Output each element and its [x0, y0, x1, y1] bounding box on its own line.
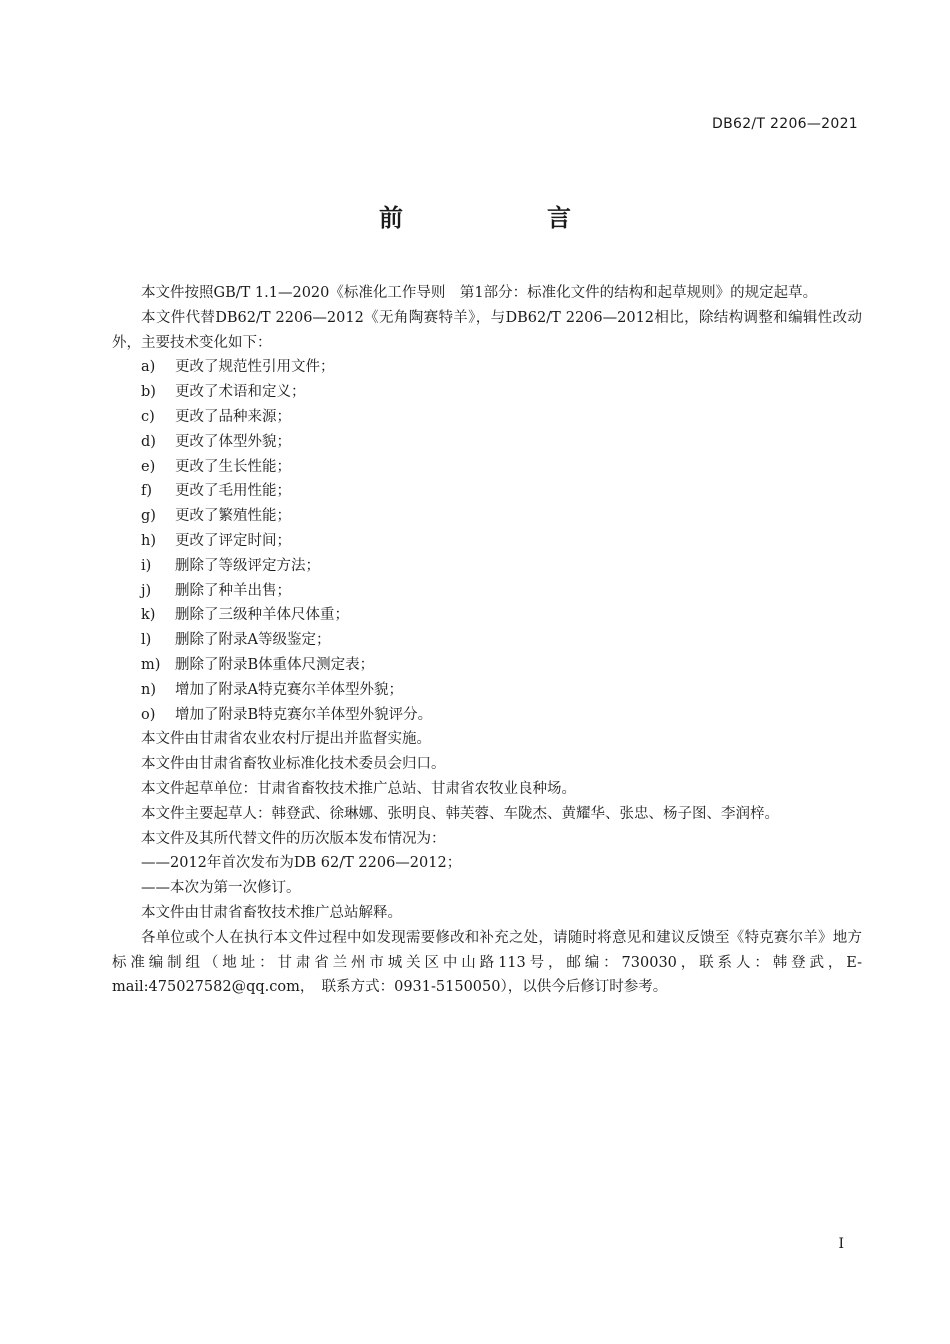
- list-marker: f): [141, 483, 153, 500]
- list-item-text: 增加了附录A特克赛尔羊体型外貌；: [175, 681, 403, 698]
- list-item: [112, 579, 862, 604]
- list-item-text: 删除了三级种羊体尺体重；: [175, 607, 349, 624]
- list-item-text: 更改了评定时间；: [175, 532, 291, 549]
- list-marker: h): [141, 532, 156, 549]
- list-item-text: 更改了规范性引用文件；: [175, 359, 335, 376]
- list-item: [112, 703, 862, 728]
- list-marker: a): [141, 359, 156, 376]
- list-item-text: 删除了种羊出售；: [175, 582, 291, 599]
- list-item-text: 更改了生长性能；: [175, 458, 291, 475]
- list-marker: m): [141, 656, 161, 673]
- list-marker: k): [141, 607, 156, 624]
- list-item-text: 更改了毛用性能；: [175, 483, 291, 500]
- paragraph-committee: 本文件由甘肃省畜牧业标准化技术委员会归口。: [141, 756, 446, 773]
- list-item: [112, 455, 862, 480]
- foreword-body: [112, 281, 862, 1000]
- paragraph-replacement-note: 本文件代替DB62/T 2206—2012《无角陶赛特羊》，与DB62/T 2206—2012相比，除结构调整和编辑性改动外，主要技术变化如下：: [112, 309, 862, 351]
- list-marker: o): [141, 706, 156, 723]
- list-item: [112, 603, 862, 628]
- paragraph-drafting-units: 本文件起草单位：甘肃省畜牧技术推广总站、甘肃省农牧业良种场。: [141, 780, 576, 797]
- list-item-text: 增加了附录B特克赛尔羊体型外貌评分。: [175, 706, 433, 723]
- list-marker: n): [141, 681, 156, 698]
- paragraph-feedback: 各单位或个人在执行本文件过程中如发现需要修改和补充之处，请随时将意见和建议反馈至《特克赛尔羊》地方标准编制组（地址：甘肃省兰州市城关区中山路113号，邮编：730030，联系人：韩登武，E-mail:475027582@qq.com， 联系方式：0931-5150050），以供今后修订时参考。: [112, 929, 862, 996]
- list-item: [112, 355, 862, 380]
- list-item-text: 更改了体型外貌；: [175, 433, 291, 450]
- paragraph-drafting-basis: 本文件按照GB/T 1.1—2020《标准化工作导则 第1部分：标准化文件的结构和起草规则》的规定起草。: [141, 285, 818, 301]
- page-title: 前 言: [379, 204, 631, 232]
- list-marker: j): [141, 582, 152, 599]
- list-item-text: 更改了术语和定义；: [175, 384, 306, 401]
- page-number: I: [838, 1236, 844, 1252]
- list-item-text: 删除了附录B体重体尺测定表；: [175, 656, 375, 673]
- list-item: [112, 628, 862, 653]
- list-item-text: 更改了品种来源；: [175, 408, 291, 425]
- paragraph-history-revision: ——本次为第一次修订。: [141, 880, 301, 897]
- list-marker: d): [141, 433, 156, 450]
- list-item: [112, 678, 862, 703]
- list-item: [112, 554, 862, 579]
- list-item: [112, 380, 862, 405]
- paragraph-drafters: 本文件主要起草人：韩登武、徐琳娜、张明良、韩芙蓉、车陇杰、黄耀华、张忠、杨子图、李润梓。: [141, 805, 779, 822]
- paragraph-history-intro: 本文件及其所代替文件的历次版本发布情况为：: [141, 830, 446, 847]
- list-item: [112, 504, 862, 529]
- paragraph-interpretation: 本文件由甘肃省畜牧技术推广总站解释。: [141, 904, 402, 921]
- list-item-text: 更改了繁殖性能；: [175, 508, 291, 525]
- document-code: DB62/T 2206—2021: [712, 116, 858, 132]
- list-marker: l): [141, 632, 152, 649]
- list-item: [112, 405, 862, 430]
- list-marker: c): [141, 408, 155, 425]
- list-marker: i): [141, 557, 152, 574]
- list-marker: b): [141, 384, 156, 401]
- paragraph-history-first: ——2012年首次发布为DB 62/T 2206—2012；: [141, 855, 462, 872]
- list-item: [112, 479, 862, 504]
- changes-list: [112, 355, 862, 727]
- paragraph-proposer: 本文件由甘肃省农业农村厅提出并监督实施。: [141, 731, 431, 748]
- list-marker: g): [141, 508, 156, 525]
- list-item-text: 删除了等级评定方法；: [175, 557, 320, 574]
- list-item: [112, 430, 862, 455]
- list-item-text: 删除了附录A等级鉴定；: [175, 632, 331, 649]
- list-item: [112, 529, 862, 554]
- list-item: [112, 653, 862, 678]
- list-marker: e): [141, 458, 156, 475]
